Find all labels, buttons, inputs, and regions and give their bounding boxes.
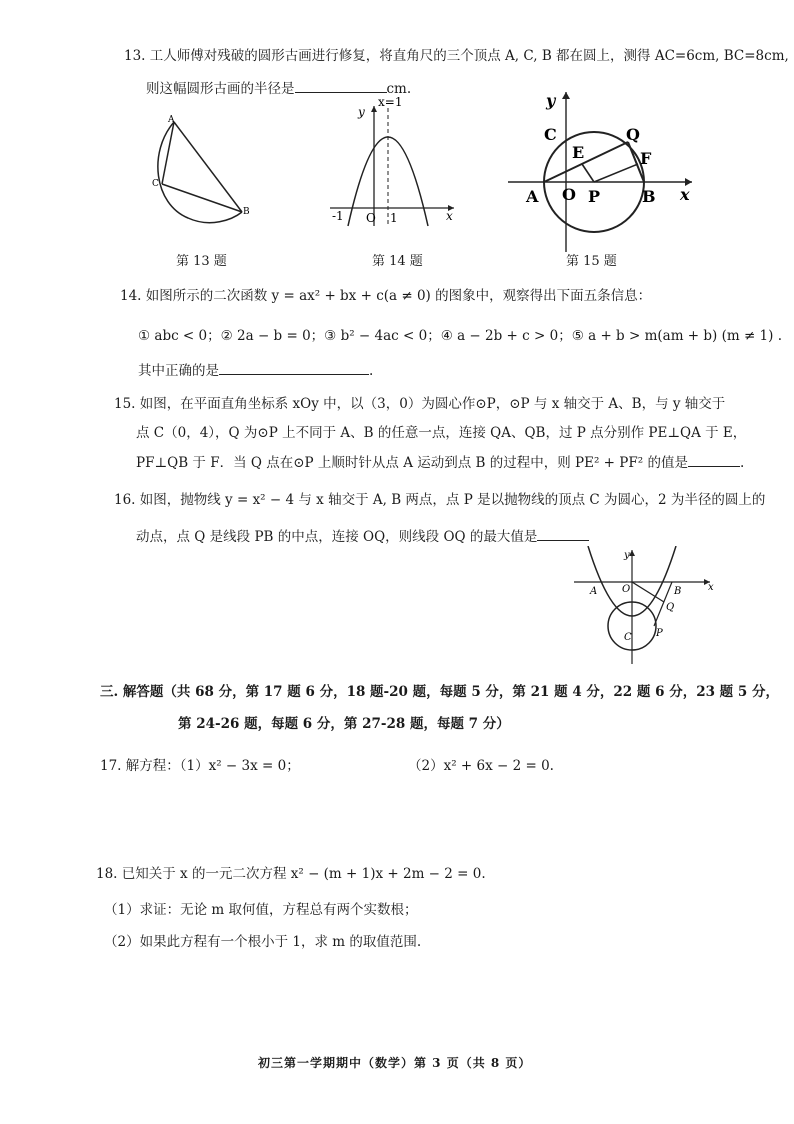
q15-line1: 15. 如图，在平面直角坐标系 xOy 中，以（3，0）为圆心作⊙P，⊙P 与 x 轴交于 A、B，与 y 轴交于 xyxy=(114,396,726,412)
fig15-label-e: E xyxy=(572,143,585,162)
fig15-label-q: Q xyxy=(626,125,640,144)
q17-part2: （2）x² + 6x − 2 = 0. xyxy=(408,758,554,774)
q14-line3 xyxy=(138,362,373,379)
fig16-y-arrow xyxy=(629,550,635,556)
fig14-y-arrow xyxy=(371,106,377,112)
fig15-caption: 第 15 题 xyxy=(566,254,617,269)
q15-line2: 点 C（0，4），Q 为⊙P 上不同于 A、B 的任意一点，连接 QA、QB，过 P 点分别作 PE⊥QA 于 E， xyxy=(136,425,747,441)
q18-line2: （1）求证：无论 m 取何值，方程总有两个实数根； xyxy=(104,902,418,918)
q15-answer-blank xyxy=(688,454,740,467)
fig13-label-c: C xyxy=(152,179,159,189)
figure-16 xyxy=(570,546,718,668)
section3-line2: 第 24-26 题，每题 6 分，第 27-28 题，每题 7 分） xyxy=(178,716,510,732)
fig13-caption: 第 13 题 xyxy=(176,254,227,269)
q18-line1: 18. 已知关于 x 的一元二次方程 x² − (m + 1)x + 2m − 2 = 0. xyxy=(96,866,486,882)
figure-13 xyxy=(148,112,258,232)
q14-line3-end: . xyxy=(369,363,374,379)
fig16-label-q: Q xyxy=(666,602,675,613)
section3-heading: 三. 解答题（共 68 分，第 17 题 6 分，18 题-20 题，每题 5 分，第 21 题 4 分，22 题 6 分，23 题 5 分， xyxy=(100,684,779,700)
fig16-label-y: y xyxy=(624,550,630,561)
q15-line3 xyxy=(136,454,744,471)
fig13-label-b: B xyxy=(243,207,250,217)
q13-line1: 13. 工人师傅对残破的圆形古画进行修复，将直角尺的三个顶点 A, C, B 都在圆上，测得 AC=6cm, BC=8cm, xyxy=(124,48,789,64)
fig15-y-arrow xyxy=(562,92,570,99)
fig13-label-a: A xyxy=(168,115,175,125)
figure-14 xyxy=(326,92,466,232)
fig15-label-x: x xyxy=(680,185,690,204)
q16-line2 xyxy=(136,528,589,545)
fig16-label-o: O xyxy=(622,584,631,595)
fig15-label-f: F xyxy=(640,149,652,168)
fig16-label-p: P xyxy=(656,628,663,639)
fig14-label-o: O xyxy=(366,211,376,225)
figure-15 xyxy=(506,86,696,256)
fig15-label-a: A xyxy=(526,187,539,206)
q14-line1: 14. 如图所示的二次函数 y = ax² + bx + c(a ≠ 0) 的图象中，观察得出下面五条信息： xyxy=(120,288,652,304)
fig13-line-ab xyxy=(174,122,242,212)
q15-line3-end: . xyxy=(739,455,745,471)
fig14-label-x: x xyxy=(446,209,453,223)
page-footer: 初三第一学期期中（数学）第 3 页（共 8 页） xyxy=(258,1056,532,1070)
fig15-label-b: B xyxy=(642,187,656,206)
fig14-caption: 第 14 题 xyxy=(372,254,423,269)
fig14-label-x1: x=1 xyxy=(378,95,403,109)
fig15-line-pe xyxy=(582,164,594,182)
fig14-label-y: y xyxy=(358,105,365,119)
q16-line1: 16. 如图，抛物线 y = x² − 4 与 x 轴交于 A, B 两点，点 P 是以抛物线的顶点 C 为圆心，2 为半径的圆上的 xyxy=(114,492,766,508)
fig14-label-1: 1 xyxy=(390,211,398,225)
q14-line3-text: 其中正确的是 xyxy=(138,363,219,379)
q13-line2-text: 则这幅圆形古画的半径是 xyxy=(146,81,295,97)
fig15-label-c: C xyxy=(544,125,557,144)
q16-answer-blank xyxy=(537,528,589,541)
q16-line2-text: 动点，点 Q 是线段 PB 的中点，连接 OQ，则线段 OQ 的最大值是 xyxy=(136,529,538,545)
fig15-label-p: P xyxy=(588,187,601,206)
fig15-label-y: y xyxy=(546,91,556,110)
fig16-label-x: x xyxy=(708,582,714,593)
fig15-line-pf xyxy=(594,164,638,182)
fig16-label-a: A xyxy=(590,586,598,597)
q17-part1: 17. 解方程：（1）x² − 3x = 0； xyxy=(100,758,300,774)
fig16-label-c: C xyxy=(624,632,632,643)
fig16-line-oq xyxy=(632,582,664,602)
q13-unit: cm. xyxy=(386,81,412,97)
q14-answer-blank xyxy=(219,362,369,375)
fig14-label-neg1: -1 xyxy=(332,209,344,223)
q14-line2: ① abc < 0；② 2a − b = 0；③ b² − 4ac < 0；④ a − 2b + c > 0；⑤ a + b > m(am + b) (m ≠ 1) . xyxy=(138,328,782,344)
q18-line3: （2）如果此方程有一个根小于 1，求 m 的取值范围. xyxy=(104,934,422,950)
fig16-label-b: B xyxy=(674,586,682,597)
q15-line3-text: PF⊥QB 于 F．当 Q 点在⊙P 上顺时针从点 A 运动到点 B 的过程中，则 PE² + PF² 的值是 xyxy=(136,455,688,471)
fig15-label-o: O xyxy=(562,185,576,204)
